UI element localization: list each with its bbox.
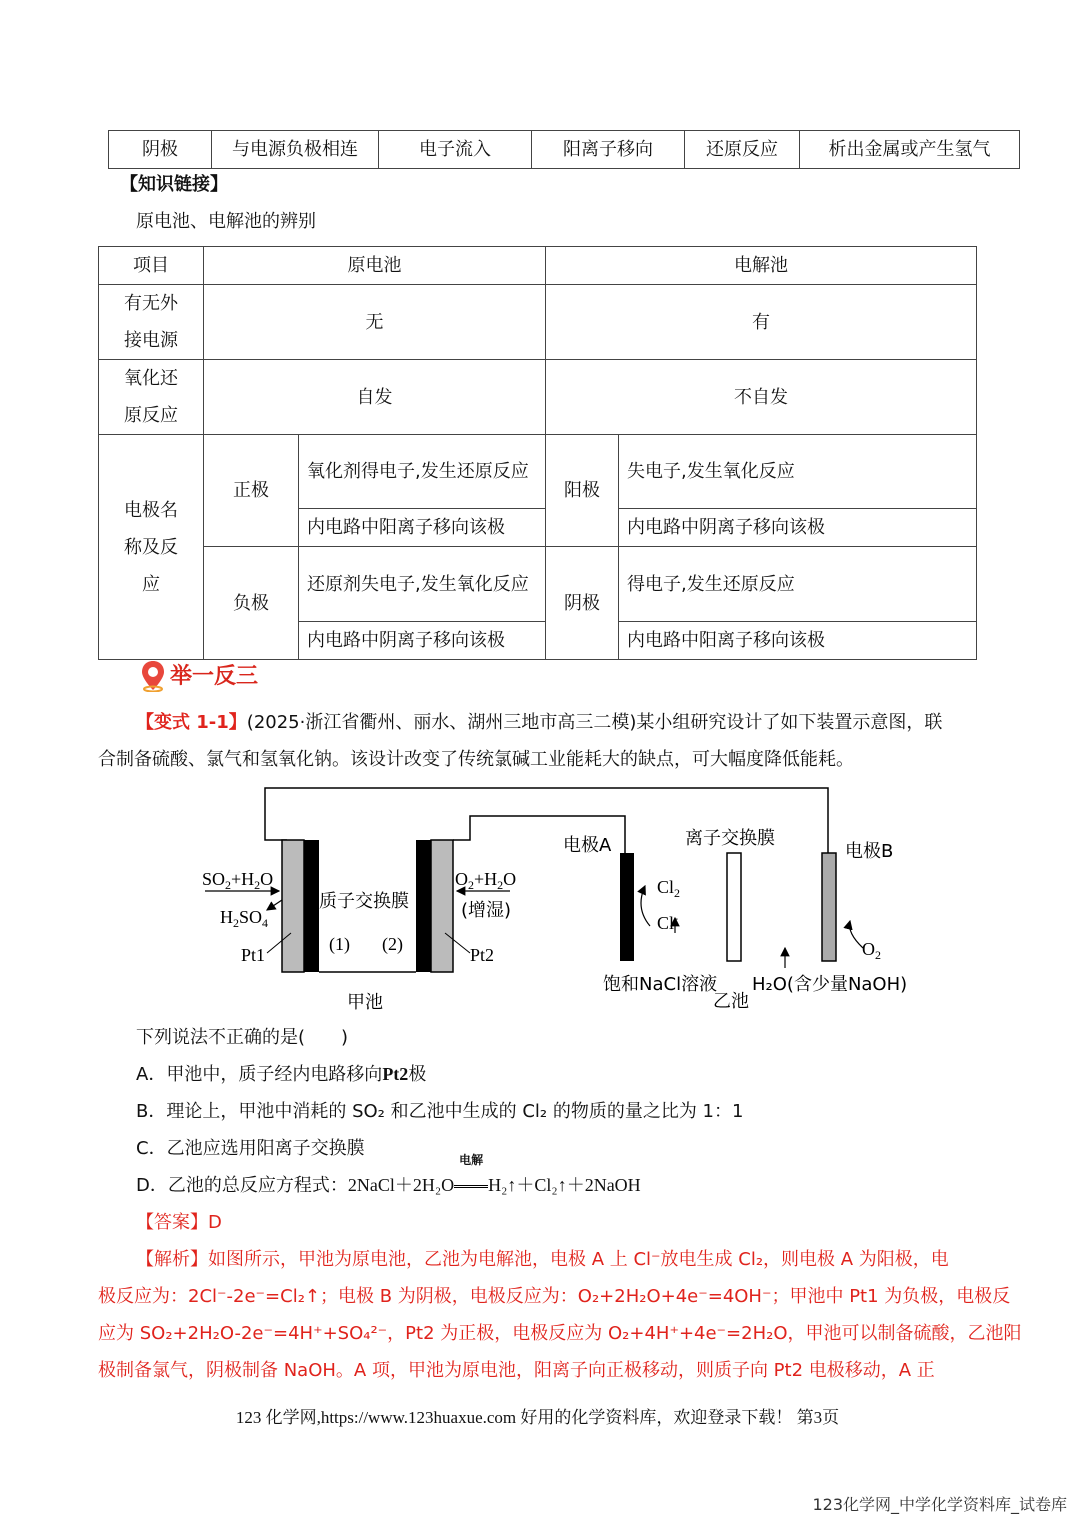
electrode-anode: 阳极 xyxy=(546,435,619,547)
variant-source: (2025·浙江省衢州、丽水、湖州三地市高三二模) xyxy=(246,712,637,733)
cell-desc: 失电子,发生氧化反应 xyxy=(619,435,977,509)
label-pt1: Pt1 xyxy=(241,945,266,965)
option-a[interactable]: A．甲池中，质子经内电路移向Pt2极 xyxy=(136,1064,427,1085)
label-humidified: (增湿) xyxy=(461,900,512,921)
label-compartment-1: (1) xyxy=(329,934,350,954)
cell-desc: 内电路中阴离子移向该极 xyxy=(619,509,977,547)
analysis-line: 极反应为：2Cl⁻-2e⁻=Cl₂↑；电极 B 为阴极，电极反应为：O₂+2H₂O+4e⁻=4OH⁻；甲池中 Pt1 为负极，电极反 xyxy=(98,1286,1011,1307)
cell-desc: 还原剂失电子,发生氧化反应 xyxy=(299,547,546,622)
membrane-left xyxy=(304,840,319,972)
electrode-negative: 负极 xyxy=(204,547,299,660)
label-electrode-a: 电极A xyxy=(563,835,612,856)
comparison-table xyxy=(98,246,977,660)
label-proton-membrane: 质子交换膜 xyxy=(319,891,409,912)
row-label: 电极名称及反应 xyxy=(99,435,204,660)
header-galvanic: 原电池 xyxy=(204,247,546,285)
top-cell: 析出金属或产生氢气 xyxy=(800,131,1020,169)
label-ion-exchange-membrane: 离子交换膜 xyxy=(685,828,775,849)
top-table xyxy=(108,130,1020,169)
knowledge-link-subtitle: 原电池、电解池的辨别 xyxy=(136,211,316,232)
row-label: 氧化还原反应 xyxy=(99,360,204,435)
cell-desc: 内电路中阳离子移向该极 xyxy=(299,509,546,547)
label-cl-ion: Cl- xyxy=(657,911,679,933)
pt2-electrode xyxy=(431,840,453,972)
top-cell: 阳离子移向 xyxy=(532,131,685,169)
label-cl2: $Cl_2$ xyxy=(657,877,681,900)
variant-tag: 【变式 1-1】 xyxy=(136,712,247,733)
electrode-b xyxy=(822,853,836,961)
label-o2-h2o: $O_2+H_2O$ xyxy=(455,869,517,892)
question-stem: 下列说法不正确的是( ) xyxy=(136,1027,349,1048)
label-compartment-2: (2) xyxy=(382,934,403,954)
analysis-line: 应为 SO₂+2H₂O-2e⁻=4H⁺+SO₄²⁻，Pt2 为正极，电极反应为 O₂+4H⁺+4e⁻=2H₂O，甲池可以制备硫酸，乙池阳 xyxy=(98,1323,1022,1344)
variant-text: 某小组研究设计了如下装置示意图，联 xyxy=(636,712,943,733)
knowledge-link-title: 【知识链接】 xyxy=(120,174,228,195)
electrode-positive: 正极 xyxy=(204,435,299,547)
label-so2-h2o: $SO_2+H_2O$ xyxy=(202,869,274,892)
cell-desc: 内电路中阴离子移向该极 xyxy=(299,622,546,660)
cell-value: 有 xyxy=(546,285,977,360)
watermark: 123化学网_中学化学资料库_试卷库 xyxy=(812,1495,1067,1514)
cell-desc: 内电路中阳离子移向该极 xyxy=(619,622,977,660)
label-pt2: Pt2 xyxy=(470,945,495,965)
ion-exchange-membrane xyxy=(727,853,741,961)
top-cell: 还原反应 xyxy=(685,131,800,169)
apparatus-diagram xyxy=(195,783,920,1018)
header-electrolytic: 电解池 xyxy=(546,247,977,285)
pt1-electrode xyxy=(282,840,304,972)
label-cell-b: 乙池 xyxy=(713,991,749,1012)
analysis-line: 极制备氯气，阴极制备 NaOH。A 项，甲池为原电池，阳离子向正极移动，则质子向 Pt2 电极移动，A 正 xyxy=(98,1360,935,1381)
label-water-naoh: H₂O(含少量NaOH) xyxy=(752,974,908,995)
top-cell: 与电源负极相连 xyxy=(212,131,379,169)
analysis-line: 【解析】如图所示，甲池为原电池，乙池为电解池，电极 A 上 Cl⁻放电生成 Cl₂，则电极 A 为阳极，电 xyxy=(136,1249,949,1270)
label-electrode-b: 电极B xyxy=(845,841,894,862)
header-item: 项目 xyxy=(99,247,204,285)
option-b[interactable]: B．理论上，甲池中消耗的 SO₂ 和乙池中生成的 Cl₂ 的物质的量之比为 1：1 xyxy=(136,1101,744,1122)
row-label: 有无外接电源 xyxy=(99,285,204,360)
cell-desc: 氧化剂得电子,发生还原反应 xyxy=(299,435,546,509)
cell-value: 无 xyxy=(204,285,546,360)
variant-line-1 xyxy=(98,704,942,741)
option-d[interactable]: D．乙池的总反应方程式：2NaCl＋2H₂O 电解 H₂↑＋Cl₂↑＋2NaOH xyxy=(136,1153,641,1196)
cell-value: 自发 xyxy=(204,360,546,435)
electrode-cathode: 阴极 xyxy=(546,547,619,660)
variant-line-2: 合制备硫酸、氯气和氢氧化钠。该设计改变了传统氯碱工业能耗大的缺点，可大幅度降低能耗。 xyxy=(98,749,854,770)
label-o2: $O_2$ xyxy=(862,939,881,962)
top-cell: 阴极 xyxy=(109,131,212,169)
option-c[interactable]: C．乙池应选用阳离子交换膜 xyxy=(136,1138,365,1159)
answer: 【答案】D xyxy=(136,1212,222,1233)
page-footer: 123 化学网,https://www.123huaxue.com 好用的化学资料库，欢迎登录下载！ 第3页 xyxy=(235,1408,840,1427)
electrolysis-condition: 电解 xyxy=(459,1153,484,1167)
label-cell-a: 甲池 xyxy=(347,992,383,1013)
label-nacl-solution: 饱和NaCl溶液 xyxy=(603,974,718,995)
location-pin-icon xyxy=(140,660,166,692)
cell-value: 不自发 xyxy=(546,360,977,435)
top-cell: 电子流入 xyxy=(379,131,532,169)
electrode-a xyxy=(620,853,634,961)
section-title: 举一反三 xyxy=(170,664,259,689)
cell-desc: 得电子,发生还原反应 xyxy=(619,547,977,622)
membrane-right xyxy=(416,840,431,972)
label-h2so4: $H_2SO_4$ xyxy=(220,907,269,930)
